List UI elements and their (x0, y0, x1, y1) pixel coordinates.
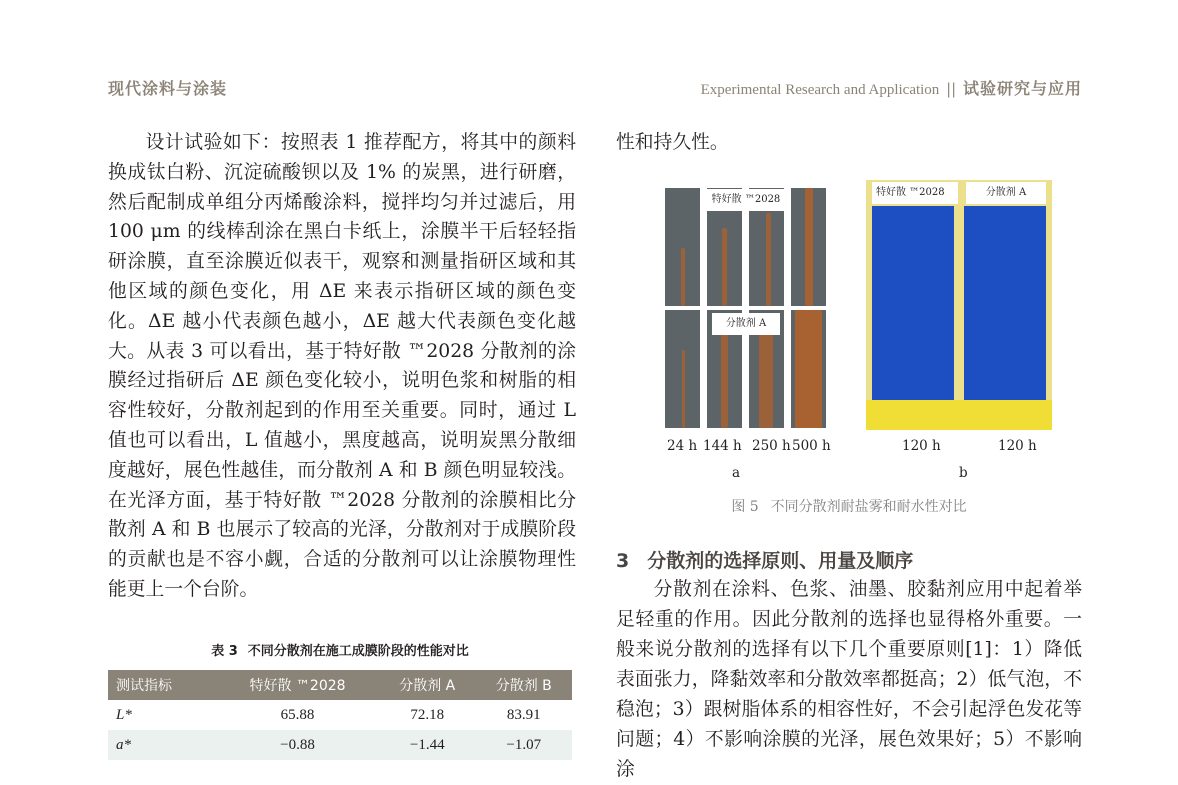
rust-streak (681, 248, 685, 306)
rust-streak (795, 310, 822, 428)
section-title-cn: 试验研究与应用 (962, 79, 1082, 98)
salt-spray-panel-500h-2028 (791, 188, 826, 306)
table-cell: a* (108, 730, 216, 760)
table-number: 表 3 (211, 644, 238, 659)
journal-title: 现代涂料与涂装 (108, 79, 228, 98)
card-label-a: 分散剂 A (966, 182, 1046, 204)
table-header-cell: 分散剂 A (379, 670, 475, 700)
figure-caption (616, 496, 1082, 516)
subfigure-label-a: a (732, 465, 741, 481)
panel-label-a: 分散剂 A (712, 313, 780, 335)
running-header (701, 76, 1082, 99)
salt-spray-panel-500h-a (791, 310, 826, 428)
rust-streak (766, 213, 771, 306)
table-row (108, 700, 572, 730)
body-paragraph-experiment: 设计试验如下：按照表 1 推荐配方，将其中的颜料换成钛白粉、沉淀硫酸钡以及 1% 的炭黑，进行研磨，然后配制成单组分丙烯酸涂料，搅拌均匀并过滤后，用 100 μm 的线棒刮涂在黑白卡纸上，涂膜半干后轻轻指研涂膜，直至涂膜近似表干，观察和测量指研区域和其他区域的颜色变化，用 ΔE 来表示指研区域的颜色变化。ΔE 越小代表颜色越小，ΔE 越大代表颜色变化越大。从表 3 可以看出，基于特好散 ™2028 分散剂的涂膜经过指研后 ΔE 颜色变化较小，说明色浆和树脂的相容性较好，分散剂起到的作用至关重要。同时，通过 L 值也可以看出，L 值越小，黑度越高，说明炭黑分散细度越好，展色性越佳，而分散剂 A 和 B 颜色明显较浅。在光泽方面，基于特好散 ™2028 分散剂的涂膜相比分散剂 A 和 B 也展示了较高的光泽，分散剂对于成膜阶段的贡献也是不容小觑，合适的分散剂可以让涂膜物理性能更上一个台阶。 (108, 132, 576, 600)
yellow-tape (960, 400, 1052, 430)
salt-spray-panel-24h-a (665, 310, 700, 428)
section-title: 分散剂的选择原则、用量及顺序 (647, 550, 914, 572)
time-label: 250 h (752, 438, 791, 454)
figure-caption-text: 不同分散剂耐盐雾和耐水性对比 (770, 499, 967, 515)
card-label-2028: 特好散 ™2028 (872, 182, 958, 204)
yellow-tape (866, 400, 960, 430)
table-cell: 83.91 (506, 706, 541, 723)
time-label: 120 h (902, 438, 941, 454)
section-heading (616, 546, 1082, 576)
table-cell: −1.44 (379, 730, 475, 760)
table-cell: −0.88 (216, 730, 379, 760)
coated-panel-blue (872, 206, 954, 404)
performance-table (108, 670, 572, 760)
rust-streak (759, 320, 773, 428)
table-cell: 72.18 (410, 706, 445, 723)
section-number: 3 (616, 550, 630, 572)
table-header-cell: 分散剂 B (475, 670, 572, 700)
subfigure-label-b: b (959, 465, 968, 481)
coated-panel-blue (964, 206, 1046, 404)
body-paragraph-dispersant: 分散剂在涂料、色浆、油墨、胶黏剂应用中起着举足轻重的作用。因此分散剂的选择也显得格外重要。一般来说分散剂的选择有以下几个重要原则[1]：1）降低表面张力，降黏效率和分散效率都挺高；2）低气泡，不稳泡；3）跟树脂体系的相容性好，不会引起浮色发花等问题；4）不影响涂膜的光泽，展色效果好；5）不影响涂 (616, 579, 1082, 780)
table-header-row (108, 670, 572, 700)
salt-spray-panel-24h-2028 (665, 188, 700, 306)
section-title-en: Experimental Research and Application (700, 82, 940, 98)
rust-streak (805, 188, 813, 306)
table-caption (108, 640, 572, 659)
table-row (108, 730, 572, 760)
continued-text: 性和持久性。 (616, 132, 729, 153)
table-title: 不同分散剂在施工成膜阶段的性能对比 (247, 644, 469, 659)
time-label: 24 h (667, 438, 698, 454)
rust-streak (722, 228, 727, 306)
figure-number: 图 5 (731, 499, 759, 515)
header-separator: || (946, 80, 957, 98)
table-cell: L* (116, 706, 132, 723)
table-header-cell: 测试指标 (108, 670, 216, 700)
table-cell: −1.07 (475, 730, 572, 760)
water-test-card-2028 (866, 180, 960, 430)
time-label: 120 h (998, 438, 1037, 454)
panel-label-2028: 特好散 ™2028 (707, 189, 785, 211)
rust-streak (682, 350, 685, 428)
time-label: 144 h (703, 438, 742, 454)
time-label: 500 h (792, 438, 831, 454)
table-cell: 65.88 (280, 706, 315, 723)
water-test-card-a (960, 180, 1052, 430)
rust-streak (721, 330, 728, 428)
table-header-cell: 特好散 ™2028 (216, 670, 379, 700)
